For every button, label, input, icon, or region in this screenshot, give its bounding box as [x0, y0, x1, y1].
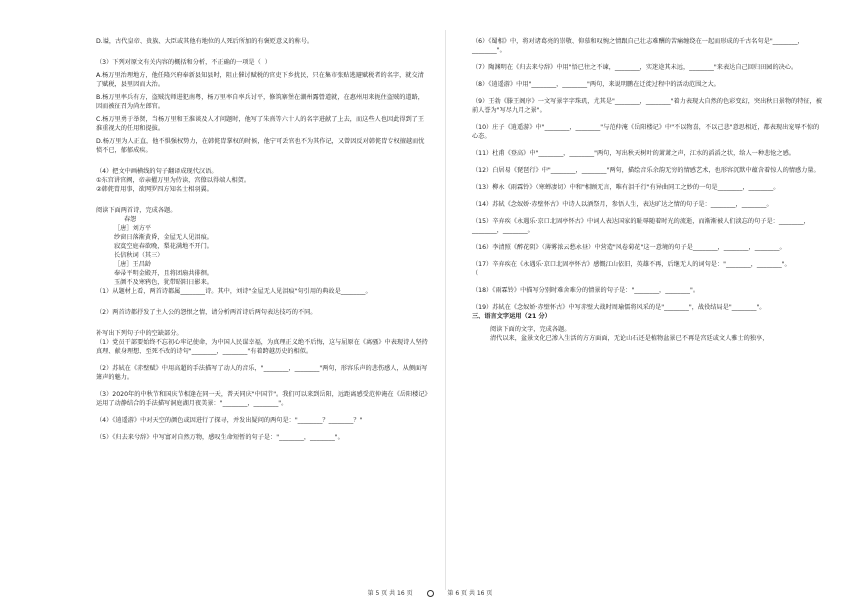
left-text-line: 阅读下面两首诗，完成各题。 [96, 206, 177, 214]
left-text-line: （4）《逍遥游》中对天空的颜色或因进行了探寻，并发出疑问的两句是："________？________？" [96, 416, 363, 424]
spacer [96, 195, 428, 207]
left-text-line: （3）下列对原文有关内容的概括和分析，不正确的一项是（ ） [96, 58, 271, 66]
right-text-line: （8）《逍遥游》中用"________，________"两句，来说明鹏在迁徙过程中的活动范围之大。 [472, 80, 720, 88]
left-text-line: 春怨 [124, 215, 137, 223]
left-text-line: （1）从题材上看，两首诗都属________诗。其中，刘诗"金屋无人见泪痕"句引用的典故是________。 [96, 287, 372, 295]
spacer [96, 297, 428, 309]
spacer [96, 47, 428, 59]
spacer [96, 357, 428, 365]
spacer [472, 176, 822, 184]
spacer [472, 236, 822, 244]
left-text-line: D.谥，古代皇帝、贵族、大臣或其他有地位的人死后所加的有褒贬意义的称号。 [96, 38, 314, 45]
spacer [96, 383, 428, 391]
left-text-line: 纱窗日落渐黄昏，金屋无人见泪痕。 [114, 233, 213, 241]
right-text-line: （12）白居易《琵琶行》中"________，________"两句，描绘音乐余韵无穷的情感艺术，也形容沉默中蕴含着惊人的情感力量。 [472, 166, 820, 174]
right-text-line: （9）王勃《滕王阁序》一文写景字字珠玑，尤其是"________，________"着力表现大自然的色彩变幻，突出秋日景物的特征，被前人誉为"写尽九月之景"。 [472, 97, 822, 114]
right-text-line: （17）辛弃疾在《永遇乐·京口北固亭怀古》感慨江山依旧，英雄不再，后继无人的词句是："________，________"。 [472, 260, 791, 268]
column-divider [445, 30, 446, 590]
spacer [96, 409, 428, 417]
page-footer [0, 588, 860, 597]
spacer [472, 253, 822, 261]
right-text-line: （7）陶渊明在《归去来兮辞》中用"悟已往之不谏，________，实迷途其未远，________"来表达自己回归田园的决心。 [472, 63, 798, 71]
left-text-line: （2）苏轼在《赤壁赋》中用高超的手法描写了动人的音乐，"________，________"两句，形容乐声的悲伤感人，从侧面写箫声的魅力。 [96, 364, 428, 381]
left-page-number: 第 5 页 共 16 页 [367, 590, 413, 597]
left-text-line: ［唐］刘方平 [114, 224, 152, 232]
right-column [472, 38, 822, 344]
left-text-line: （1）党员干部要始终不忘初心牢记使命，为中国人民谋幸福，为真理正义绝不后悔，这与屈原在《离骚》中表现诗人坚持真理、献身理想、至死不改的诗句"________，________"有着跨越历史的相似。 [96, 338, 428, 355]
spacer [472, 90, 822, 98]
left-text-line: （3）2020年的中秋节和国庆节相逢在同一天，普天同庆"中国节"。我们可以来到岳阳，远距离感受范仲淹在《岳阳楼记》运用了动静结合的手法描写洞庭湖月夜美景："________，________"。 [96, 390, 428, 407]
left-text-line: 玉颜不及寒鸦色，犹带昭阳日影来。 [114, 278, 213, 286]
left-text-line: （5）《归去来兮辞》中写富对自然万物，感叹生命短暂的句子是："________，________"。 [96, 433, 344, 441]
spacer [472, 56, 822, 64]
left-text-line: D.杨万里为人正直，他不惧强权势力，在韩侂胄掌权的时候，他宁可丢官也不为其作记，又曾因反对韩侂胄专权擅越而忧愤不已，郁郁成疾。 [96, 137, 425, 154]
spacer [472, 279, 822, 287]
right-text-line: （13）柳永《雨霖铃》（寒蝉凄切）中和"相顾无言，唯有泪千行"有异曲同工之妙的一句是________，________。 [472, 183, 780, 191]
right-text-line: （16）李清照《醉花阴》（薄雾浓云愁永昼）中营造"风卷菊花"这一意境的句子是________，________，________。 [472, 243, 786, 251]
binding-hole-icon [427, 590, 434, 597]
right-text-line: 清代以来，盆景文化已渗入生活的方方面面，无论山石还是植物盆景已不再是宫廷或文人雅士的独享， [490, 334, 769, 342]
left-text-line: ［唐］王昌龄 [114, 260, 152, 268]
right-text-line: （6）《蜀相》中，将对诸葛亮的崇敬、仰慕和叹惋之情跟自己壮志难酬的苦痛缠绕在一起而形成的千古名句是"________，________"。 [472, 38, 804, 54]
spacer [472, 142, 822, 150]
right-page-number: 第 6 页 共 16 页 [447, 590, 493, 597]
left-text-line: 奉帚平明金殿开，且将团扇共徘徊。 [114, 269, 213, 277]
spacer [472, 159, 822, 167]
left-text-line: A.杨万里治理地方，他任隆兴府奉新县知县时，阻止催讨赋税的官吏下乡扰民，只在集市张贴逃避赋税者的名字，就交清了赋税，县里因而大治。 [96, 71, 424, 88]
right-text-line: （10）庄子《逍遥游》中"________，________"与范仲淹《岳阳楼记》中"不以物喜，不以己悲"意思相近，都表现出宠辱不惊的心态。 [472, 123, 820, 140]
left-text-line: B.杨万里率兵有方，盗贼沈师进犯南粤，杨万里率自率兵讨平，修筑寨堡在潮州露營道就，在惠州用来扼住盗贼的道路，因而被征召为尚左郎官。 [96, 93, 424, 110]
left-text-line: ②韩侂胄用事，欲网罗四方知名士相羽翼。 [96, 185, 213, 193]
left-column [96, 38, 428, 442]
right-text-line: （15）辛弃疾《永遇乐·京口北固亭怀古》中词人表达国家的耻辱随着时光的流逝，而渐渐被人们淡忘的句子是：________，________，________。 [472, 217, 810, 234]
right-text-line: （14）苏轼《念奴娇·赤壁怀古》中诗人以酒祭月，参悟人生，表达旷达之情的句子是：________，________。 [472, 200, 773, 208]
spacer [96, 426, 428, 434]
right-text-line: （ [472, 269, 479, 277]
spacer [472, 210, 822, 218]
spacer [472, 73, 822, 81]
left-text-line: 长信秋词（其三） [114, 251, 164, 259]
right-text-line: 三、语言文字运用（21 分） [472, 312, 551, 320]
left-text-line: ①东宫讲官阙，帝亲擢万里为侍读，宫僚以得端人相贺。 [96, 176, 251, 184]
spacer [472, 116, 822, 124]
spacer [472, 193, 822, 201]
left-text-line: 寂寞空庭春欲晚，梨花满地不开门。 [114, 242, 213, 250]
left-text-line: （2）两首诗都抒发了主人公的怨恨之情，请分析两首诗后两句表达技巧的不同。 [96, 308, 317, 316]
right-text-line: （19）苏轼在《念奴娇·赤壁怀古》中写赤壁大战时周瑜儒将风采的是"________"，战役结局是"________"。 [472, 303, 766, 311]
left-text-line: （4）把文中画横线的句子翻译成现代汉语。 [96, 167, 218, 175]
spacer [96, 318, 428, 330]
right-text-line: （11）杜甫《登高》中"________，________"两句，写出秋天树叶的萧萧之声，江水的滔滔之状，给人一种悲怆之感。 [472, 149, 795, 157]
spacer [472, 296, 822, 304]
right-text-line: （18）《雨霖铃》中描写分别时难舍难分的情景的句子是："________，________"。 [472, 286, 700, 294]
left-text-line: 补写出下列句子中的空缺部分。 [96, 329, 183, 337]
spacer [96, 156, 428, 168]
right-text-line: 阅读下面的文字，完成各题。 [490, 325, 571, 333]
left-text-line: C.杨万里勇于举贤，当杨万里和王淮谈及人才问题时，他写了朱熹等六十人的名字进献了上去，而这些人也因此得到了王淮重视大的任用和提拔。 [96, 115, 425, 132]
